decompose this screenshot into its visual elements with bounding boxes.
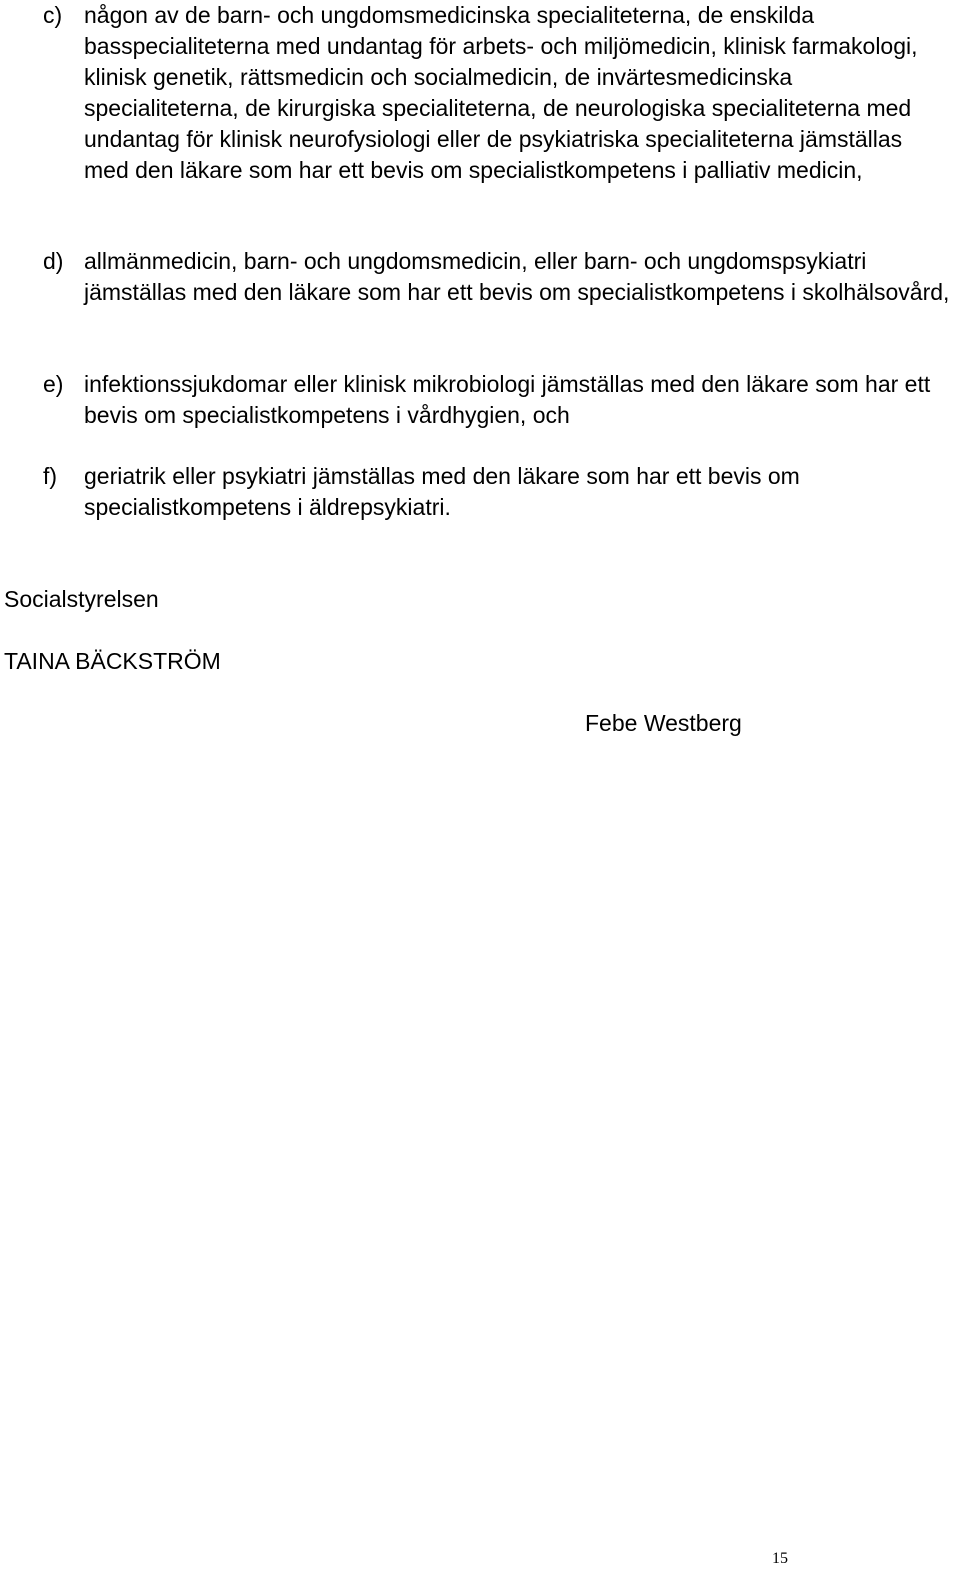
signature-cosignatory: Febe Westberg [585, 710, 742, 736]
list-item-text: infektionssjukdomar eller klinisk mikrobiologi jämställas med den läkare som har ett bevis om specialistkompetens i vårdhygien, och [84, 371, 931, 428]
list-marker: f) [43, 463, 58, 489]
list-marker: e) [43, 371, 64, 397]
list-item-text: allmänmedicin, barn- och ungdomsmedicin, eller barn- och ungdomspsykiatri jämställas med den läkare som har ett bevis om specialistkompetens i skolhälsovård, [84, 248, 950, 305]
list-marker: d) [43, 248, 64, 274]
list-marker: c) [43, 2, 63, 28]
signature-signatory: TAINA BÄCKSTRÖM [4, 648, 221, 674]
list-item-text: geriatrik eller psykiatri jämställas med den läkare som har ett bevis om specialistkompetens i äldrepsykiatri. [84, 463, 800, 520]
list-item-text: någon av de barn- och ungdomsmedicinska specialiteterna, de enskilda basspecialiteterna med undantag för arbets- och miljömedicin, klinisk farmakologi, klinisk genetik, rättsmedicin och socialmedicin, de invärtesmedicinska specialiteterna, de kirurgiska specialiteterna, de neurologiska specialiteterna med undantag för klinisk neurofysiologi eller de psykiatriska specialiteterna jämställas med den läkare som har ett bevis om specialistkompetens i palliativ medicin, [84, 2, 918, 183]
signature-organization: Socialstyrelsen [4, 586, 159, 612]
page-number: 15 [772, 1550, 788, 1567]
